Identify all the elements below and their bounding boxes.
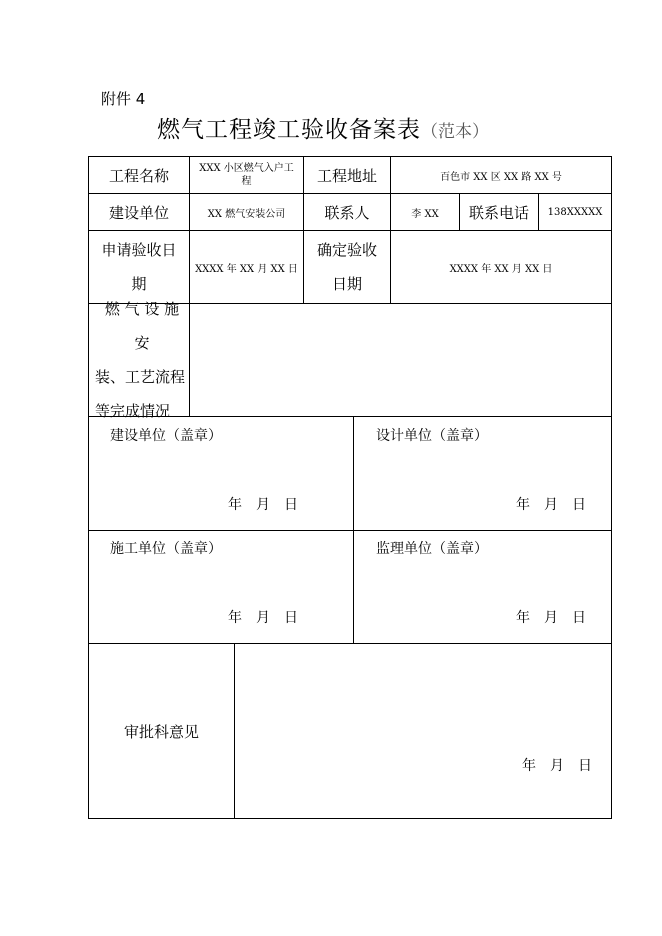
apply-date-label-line2: 期 xyxy=(131,275,147,293)
completion-status-label-line2: 装、工艺流程 xyxy=(95,368,186,386)
contact-value: 李 XX xyxy=(411,208,439,220)
construction-unit-date xyxy=(222,494,306,514)
completion-status-label-line3: 等完成情况 xyxy=(95,402,171,420)
date-day: 日 xyxy=(284,497,300,513)
approval-date xyxy=(516,755,600,775)
apply-date-label-line1: 申请验收日 xyxy=(101,241,177,259)
form-title-text: 燃气工程竣工验收备案表 xyxy=(157,117,421,143)
date-month: 月 xyxy=(544,497,560,513)
project-name-text: XXX 小区燃气入户工程 xyxy=(199,163,294,187)
form-title xyxy=(157,111,489,144)
table-border-bottom xyxy=(88,818,612,819)
supervision-unit-date xyxy=(510,607,594,627)
date-month: 月 xyxy=(256,610,272,626)
date-year: 年 xyxy=(522,758,538,774)
construction-unit-seal-label: 建设单位（盖章） xyxy=(110,428,222,444)
project-address-value: 百色市 XX 区 XX 路 XX 号 xyxy=(440,171,562,183)
date-day: 日 xyxy=(572,497,588,513)
supervision-unit-seal-label: 监理单位（盖章） xyxy=(376,541,488,557)
row-divider xyxy=(88,530,612,531)
date-year: 年 xyxy=(516,610,532,626)
confirm-date-value: XXXX 年 XX 月 XX 日 xyxy=(449,263,553,275)
confirm-date-label-line2: 日期 xyxy=(331,275,362,293)
design-unit-date xyxy=(510,494,594,514)
date-day: 日 xyxy=(284,610,300,626)
date-month: 月 xyxy=(544,610,560,626)
design-unit-seal-label: 设计单位（盖章） xyxy=(376,428,488,444)
date-month: 月 xyxy=(256,497,272,513)
completion-status-label-line1: 燃 气 设 施 安 xyxy=(104,300,180,352)
builder-unit-date xyxy=(222,607,306,627)
completion-status-label xyxy=(89,300,189,420)
date-year: 年 xyxy=(228,497,244,513)
approval-value[interactable] xyxy=(235,644,611,754)
project-name-value xyxy=(190,157,303,193)
date-year: 年 xyxy=(228,610,244,626)
date-year: 年 xyxy=(516,497,532,513)
table-border-right xyxy=(611,156,612,819)
confirm-date-label-line1: 确定验收 xyxy=(316,241,377,259)
phone-value: 138XXXXX xyxy=(547,206,603,218)
completion-status-value[interactable] xyxy=(190,304,611,416)
contact-label: 联系人 xyxy=(324,203,370,222)
attachment-label: 附件 4 xyxy=(101,90,146,108)
date-month: 月 xyxy=(550,758,566,774)
col-divider xyxy=(353,416,354,643)
phone-label: 联系电话 xyxy=(468,203,529,222)
project-address-label: 工程地址 xyxy=(316,166,377,185)
confirm-date-label xyxy=(304,231,390,303)
form-title-note: （范本） xyxy=(421,122,489,142)
date-day: 日 xyxy=(578,758,594,774)
date-day: 日 xyxy=(572,610,588,626)
project-name-label: 工程名称 xyxy=(108,166,169,185)
builder-value: XX 燃气安装公司 xyxy=(207,208,286,220)
approval-label: 审批科意见 xyxy=(123,722,199,741)
apply-date-value: XXXX 年 XX 月 XX 日 xyxy=(195,263,298,275)
builder-label: 建设单位 xyxy=(108,203,169,222)
builder-unit-seal-label: 施工单位（盖章） xyxy=(110,541,222,557)
